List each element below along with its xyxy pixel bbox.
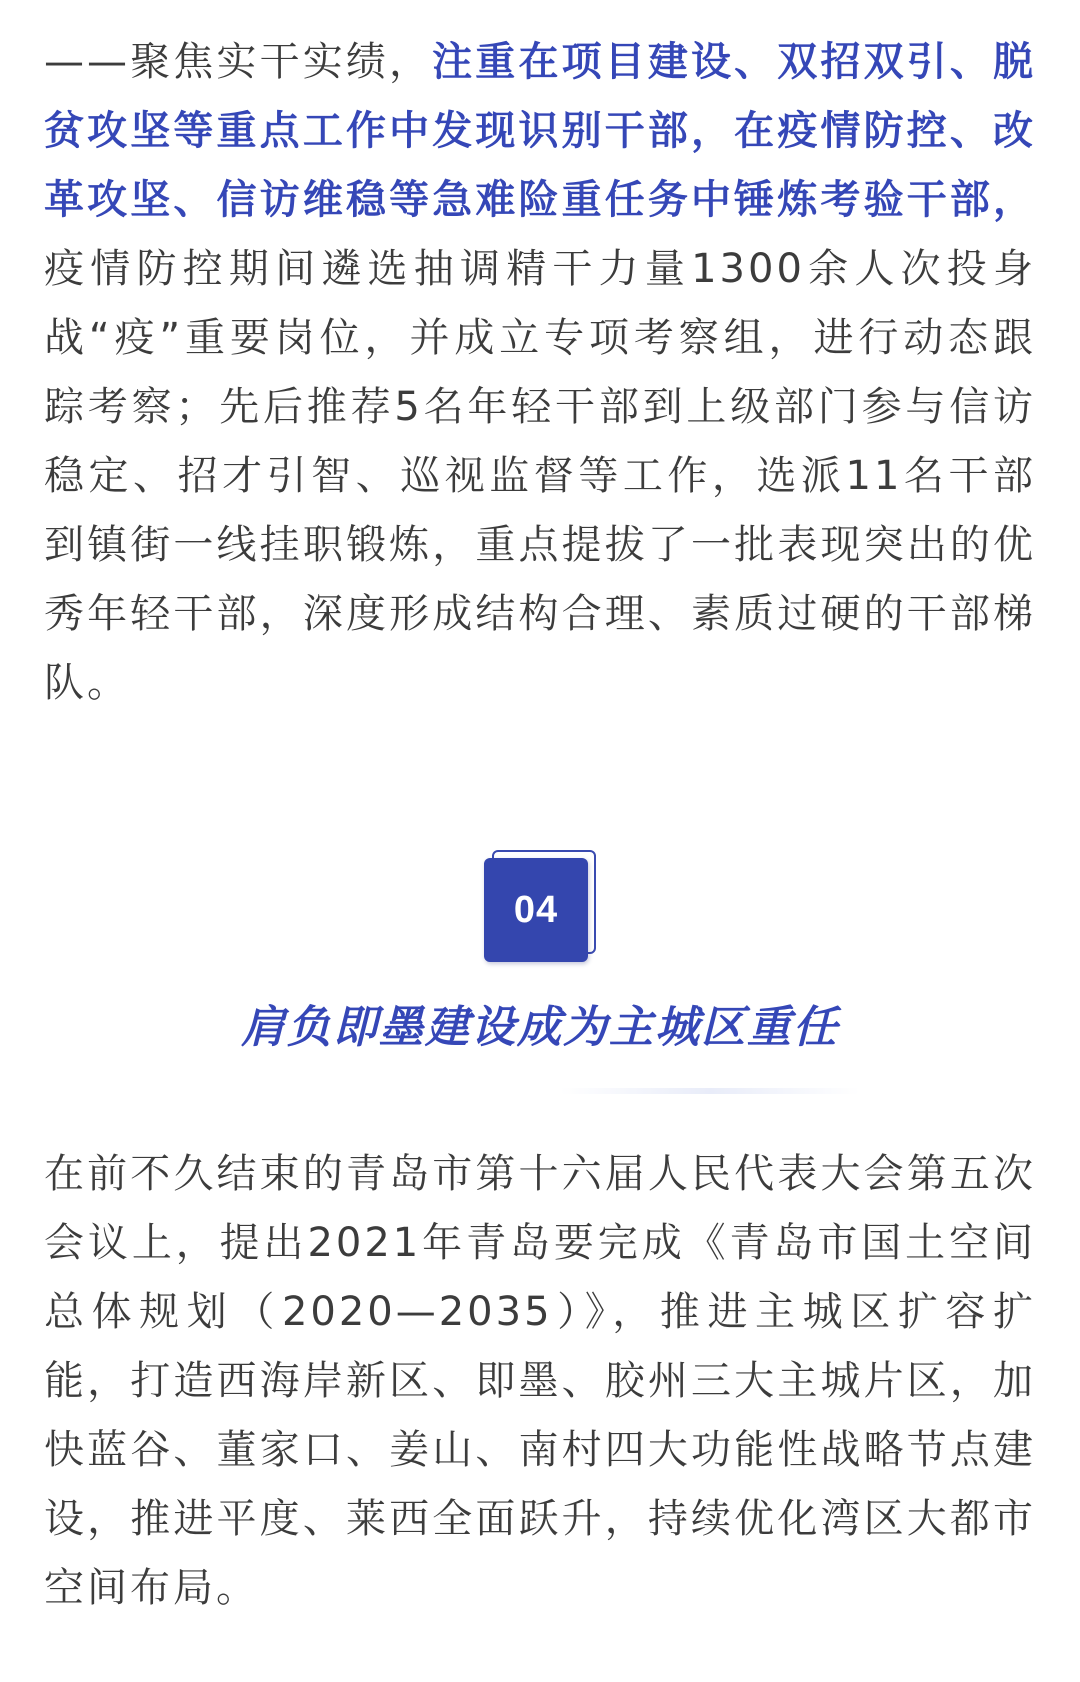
paragraph-cadre-performance [44, 0, 1036, 718]
title-decoration [560, 1088, 860, 1094]
section-number-badge [484, 850, 600, 966]
article-body [44, 0, 1036, 718]
highlighted-text: 注重在项目建设、双招双引、脱贫攻坚等重点工作中发现识别干部，在疫情防控、改革攻坚、信访维稳等急难险重任务中锤炼考验干部， [44, 39, 1037, 223]
paragraph-body: 疫情防控期间遴选抽调精干力量1300余人次投身战“疫”重要岗位，并成立专项考察组，进行动态跟踪考察；先后推荐5名年轻干部到上级部门参与信访稳定、招才引智、巡视监督等工作，选派11名干部到镇街一线挂职锻炼，重点提拔了一批表现突出的优秀年轻干部，深度形成结构合理、素质过硬的干部梯队。 [44, 246, 1036, 706]
paragraph-lead: ——聚焦实干实绩， [44, 39, 433, 85]
section-title: 肩负即墨建设成为主城区重任 [241, 1002, 839, 1053]
article-body-2 [44, 1140, 1036, 1623]
section-number: 04 [484, 858, 588, 962]
paragraph-main-city: 在前不久结束的青岛市第十六届人民代表大会第五次会议上，提出2021年青岛要完成《青岛市国土空间总体规划（2020—2035）》，推进主城区扩容扩能，打造西海岸新区、即墨、胶州三大主城片区，加快蓝谷、董家口、姜山、南村四大功能性战略节点建设，推进平度、莱西全面跃升，持续优化湾区大都市空间布局。 [44, 1151, 1036, 1611]
